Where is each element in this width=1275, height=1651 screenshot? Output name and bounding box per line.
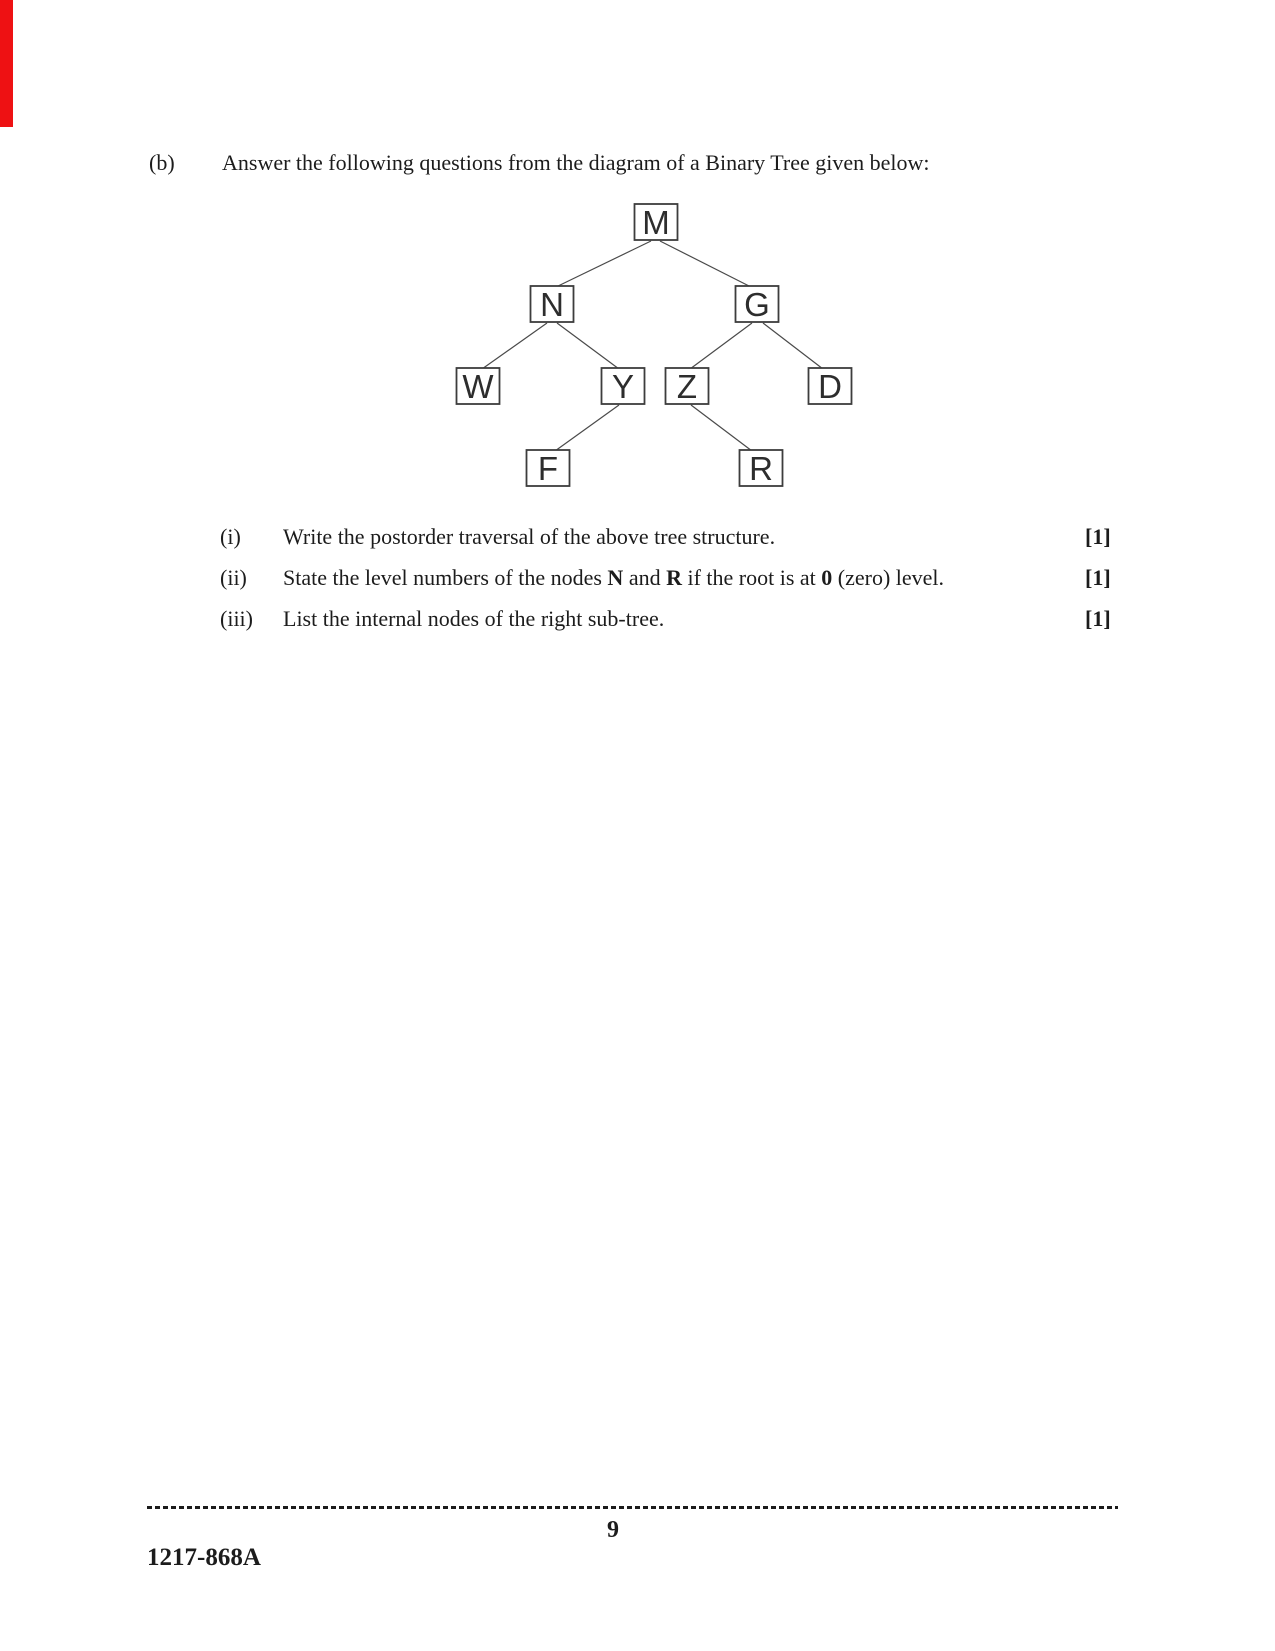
tree-node-label: M bbox=[642, 204, 670, 241]
question-marks: [1] bbox=[1085, 606, 1111, 631]
question-number: (ii) bbox=[220, 565, 247, 590]
tree-edge bbox=[660, 241, 751, 287]
tree-node-label: F bbox=[537, 450, 559, 487]
question-text: Write the postorder traversal of the above tree structure. bbox=[283, 524, 776, 549]
tree-node-R bbox=[740, 450, 783, 487]
section-instruction-text: Answer the following questions from the diagram of a Binary Tree given below: bbox=[222, 150, 930, 175]
section-label: (b) bbox=[149, 150, 175, 175]
tree-edge bbox=[555, 405, 619, 451]
question-row bbox=[0, 564, 1275, 594]
tree-node-label: R bbox=[749, 450, 773, 487]
tree-node-N bbox=[531, 286, 574, 323]
question-marks: [1] bbox=[1085, 524, 1111, 549]
paper-code: 1217-868A bbox=[147, 1544, 261, 1571]
question-row bbox=[0, 605, 1275, 635]
tree-edge bbox=[557, 323, 619, 369]
tree-node-F bbox=[527, 450, 570, 487]
question-row bbox=[0, 523, 1275, 553]
footer-divider-dashed-line bbox=[147, 1506, 1118, 1509]
question-marks: [1] bbox=[1085, 565, 1111, 590]
binary-tree-figure bbox=[0, 0, 1275, 520]
tree-node-Z bbox=[666, 368, 709, 405]
tree-edge bbox=[691, 405, 752, 451]
tree-node-label: Z bbox=[676, 368, 698, 405]
tree-edge bbox=[763, 323, 823, 369]
tree-edge bbox=[556, 241, 651, 287]
tree-node-D bbox=[809, 368, 852, 405]
question-number: (i) bbox=[220, 524, 241, 549]
tree-node-G bbox=[736, 286, 779, 323]
question-number: (iii) bbox=[220, 606, 253, 631]
tree-node-label: D bbox=[818, 368, 842, 405]
tree-node-label: N bbox=[540, 286, 564, 323]
question-text: List the internal nodes of the right sub-tree. bbox=[283, 606, 665, 631]
tree-node-M bbox=[635, 204, 678, 241]
page-number: 9 bbox=[607, 1517, 619, 1543]
question-text: State the level numbers of the nodes N and R if the root is at 0 (zero) level. bbox=[283, 565, 945, 590]
tree-node-W bbox=[457, 368, 500, 405]
tree-node-label: Y bbox=[611, 368, 635, 405]
tree-node-label: W bbox=[462, 368, 494, 405]
tree-edge bbox=[690, 323, 752, 369]
tree-edge bbox=[482, 323, 547, 369]
tree-node-Y bbox=[602, 368, 645, 405]
tree-node-label: G bbox=[744, 286, 770, 323]
